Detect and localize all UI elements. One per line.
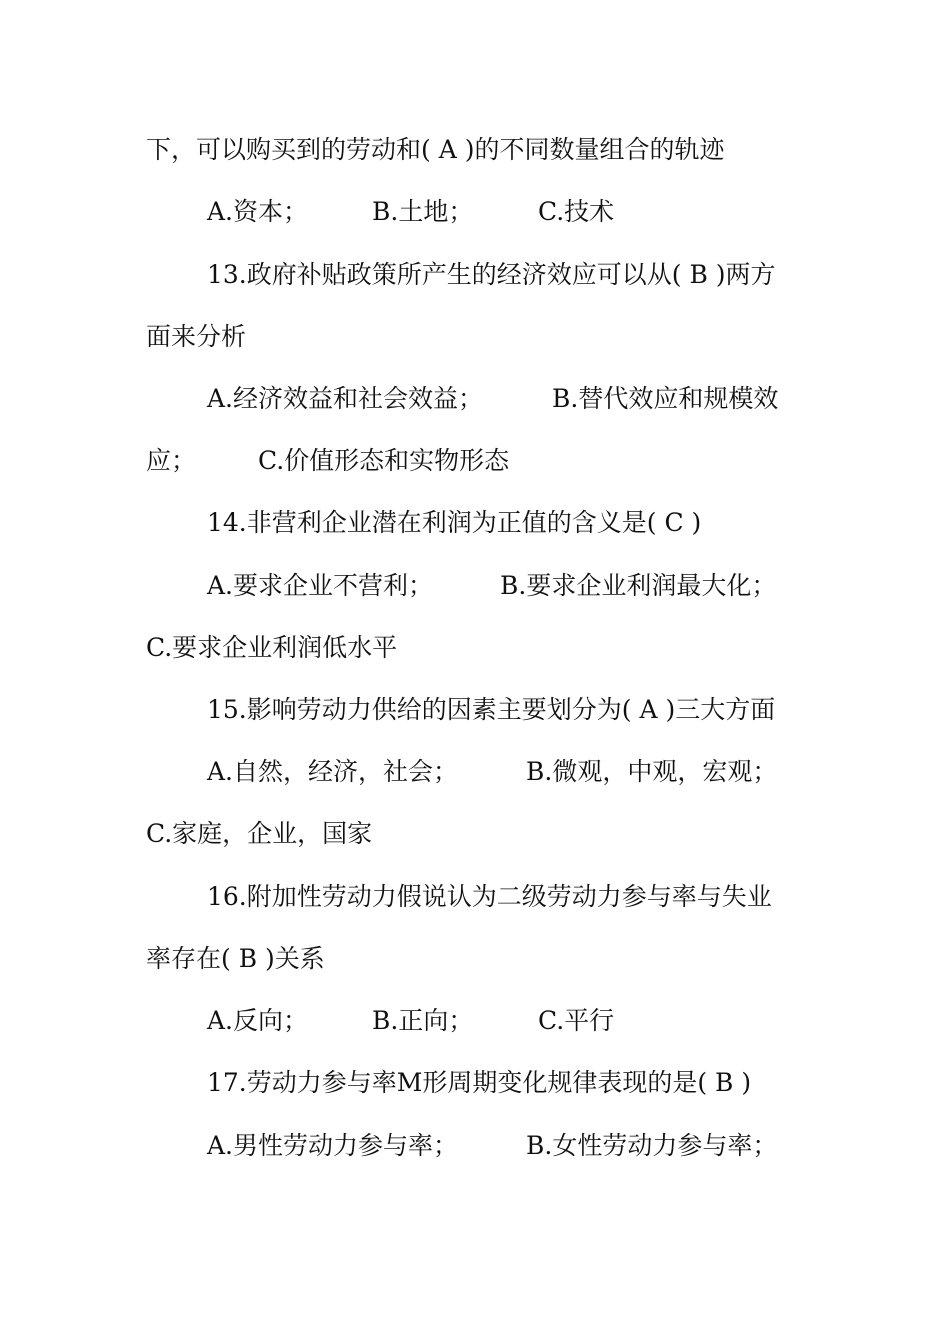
question-text: 14.非营利企业潜在利润为正值的含义是( C ) (207, 508, 702, 537)
option-a: A.资本； (207, 197, 309, 226)
option-a: A.反向； (207, 1006, 309, 1035)
option-a: A.要求企业不营利； (207, 571, 434, 600)
option-b-continued: 应； (146, 446, 197, 475)
option-b: B.微观，中观，宏观； (526, 757, 778, 786)
option-b: B.女性劳动力参与率； (526, 1131, 778, 1160)
option-b: B.要求企业利润最大化； (500, 571, 777, 600)
option-b: B.替代效应和规模效 (552, 384, 779, 413)
question-text: 15.影响劳动力供给的因素主要划分为( A )三大方面 (207, 695, 776, 724)
question-text: 16.附加性劳动力假说认为二级劳动力参与率与失业 (207, 882, 772, 911)
option-c: C.要求企业利润低水平 (146, 633, 398, 662)
question-text: 17.劳动力参与率M形周期变化规律表现的是( B ) (207, 1068, 752, 1097)
option-c: C.价值形态和实物形态 (258, 446, 510, 475)
text-segment: 面来分析 (146, 322, 247, 351)
option-b: B.正向； (372, 1006, 474, 1035)
option-c: C.家庭，企业，国家 (146, 819, 373, 848)
text-segment: 率存在( B )关系 (146, 944, 325, 973)
option-c: C.平行 (538, 1006, 615, 1035)
text-segment: 下，可以购买到的劳动和( A )的不同数量组合的轨迹 (146, 135, 725, 164)
option-b: B.土地； (372, 197, 474, 226)
option-a: A.经济效益和社会效益； (207, 384, 484, 413)
option-a: A.自然，经济，社会； (207, 757, 459, 786)
question-text: 13.政府补贴政策所产生的经济效应可以从( B )两方 (207, 260, 776, 289)
option-a: A.男性劳动力参与率； (207, 1131, 459, 1160)
option-c: C.技术 (538, 197, 615, 226)
